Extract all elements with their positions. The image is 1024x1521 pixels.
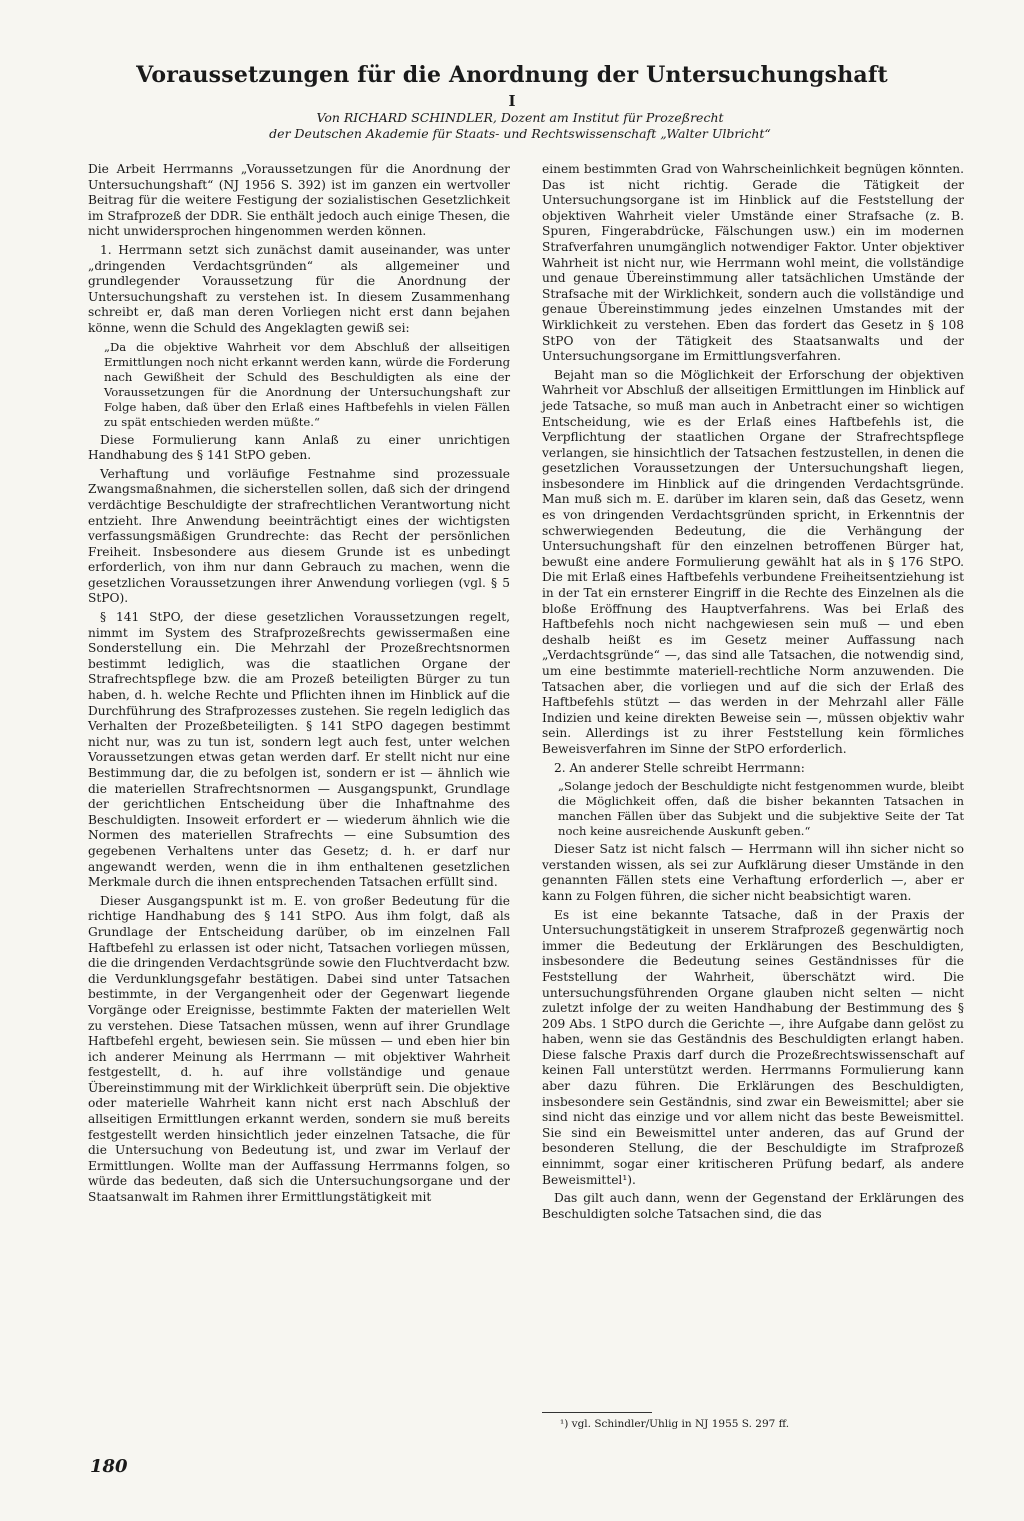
- paragraph: Verhaftung und vorläufige Festnahme sind prozessuale Zwangsmaßnahmen, die sicherstellen sollen, daß sich der dringend verdächtige Beschuldigte der strafrechtlichen Verantwortung nicht entzieht. Ihre Anwendung beeinträchtigt eines der wichtigsten verfassungsmäßigen Grundrechte: das Recht der persönlichen Freiheit. Insbesondere aus diesem Grunde ist es unbedingt erforderlich, von ihm nur dann Gebrauch zu machen, wenn die gesetzlichen Voraussetzungen ihrer Anwendung vorliegen (vgl. § 5 StPO).: [88, 466, 510, 606]
- right-column: [542, 162, 964, 1225]
- section-number: I: [508, 92, 516, 110]
- paragraph: Diese Formulierung kann Anlaß zu einer unrichtigen Handhabung des § 141 StPO geben.: [88, 432, 510, 463]
- byline-line-2: der Deutschen Akademie für Staats- und Rechtswissenschaft „Walter Ulbricht“: [269, 126, 771, 141]
- left-column: [88, 162, 510, 1209]
- paragraph: einem bestimmten Grad von Wahrscheinlichkeit begnügen könnten. Das ist nicht richtig. Gerade die Tätigkeit der Untersuchungsorgane ist im Hinblick auf die Feststellung der objektiven Wahrheit vieler Umstände einer Strafsache (z. B. Spuren, Fingerabdrücke, Fälschungen usw.) ein im modernen Strafverfahren unumgänglich notwendiger Faktor. Unter objektiver Wahrheit ist nicht nur, wie Herrmann wohl meint, die vollständige und genaue Übereinstimmung aller tatsächlichen Umstände der Strafsache mit der Wirklichkeit, sondern auch die vollständige und genaue Übereinstimmung jedes einzelnen Umstandes mit der Wirklichkeit zu verstehen. Eben das fordert das Gesetz in § 108 StPO von der Tätigkeit des Staatsanwalts und der Untersuchungsorgane im Ermittlungsverfahren.: [542, 162, 964, 364]
- paragraph: Dieser Satz ist nicht falsch — Herrmann will ihn sicher nicht so verstanden wissen, als sei zur Aufklärung dieser Umstände in den genannten Fällen stets eine Verhaftung erforderlich —, aber er kann zu Folgen führen, die sicher nicht beabsichtigt waren.: [542, 842, 964, 903]
- paragraph: § 141 StPO, der diese gesetzlichen Voraussetzungen regelt, nimmt im System des Strafprozeßrechts gewissermaßen eine Sonderstellung ein. Die Mehrzahl der Prozeßrechtsnormen bestimmt lediglich, was die staatlichen Organe der Strafrechtspflege bzw. die am Prozeß beteiligten Bürger zu tun haben, d. h. welche Rechte und Pflichten ihnen im Hinblick auf die Durchführung des Strafprozesses zustehen. Sie regeln lediglich das Verhalten der Prozeßbeteiligten. § 141 StPO dagegen bestimmt nicht nur, was zu tun ist, sondern legt auch fest, unter welchen Voraussetzungen etwas getan werden darf. Er stellt nicht nur eine Bestimmung dar, die zu befolgen ist, sondern er ist — ähnlich wie die materiellen Strafrechtsnormen — Ausgangspunkt, Grundlage der gerichtlichen Entscheidung über die Inhaftnahme des Beschuldigten. Insoweit erfordert er — wiederum ähnlich wie die Normen des materiellen Strafrechts — eine Subsumtion des gegebenen Verhaltens unter das Gesetz; d. h. er darf nur angewandt werden, wenn die in ihm enthaltenen gesetzlichen Merkmale durch die ihnen entsprechenden Tatsachen erfüllt sind.: [88, 610, 510, 890]
- paragraph: Es ist eine bekannte Tatsache, daß in der Praxis der Untersuchungstätigkeit in unserem Strafprozeß gegenwärtig noch immer die Bedeutung der Erklärungen des Beschuldigten, insbesondere die Bedeutung seines Geständnisses für die Feststellung der Wahrheit, überschätzt wird. Die untersuchungsführenden Organe glauben nicht selten — nicht zuletzt infolge der zu weiten Handhabung der Bestimmung des § 209 Abs. 1 StPO durch die Gerichte —, ihre Aufgabe dann gelöst zu haben, wenn sie das Geständnis des Beschuldigten erlangt haben. Diese falsche Praxis darf durch die Prozeßrechtswissenschaft auf keinen Fall unterstützt werden. Herrmanns Formulierung kann aber dazu führen. Die Erklärungen des Beschuldigten, insbesondere sein Geständnis, sind zwar ein Beweismittel; aber sie sind nicht das einzige und vor allem nicht das beste Beweismittel. Sie sind ein Beweismittel unter anderen, das auf Grund der besonderen Stellung, die der Beschuldigte im Strafprozeß einnimmt, sogar einer kritischeren Prüfung bedarf, als andere Beweismittel¹).: [542, 907, 964, 1187]
- block-quote: „Da die objektive Wahrheit vor dem Abschluß der allseitigen Ermittlungen noch nicht erkannt werden kann, würde die Forderung nach Gewißheit der Schuld des Beschuldigten als eine der Voraussetzungen für die Anordnung der Untersuchungshaft zur Folge haben, daß über den Erlaß eines Haftbefehls in vielen Fällen zu spät entschieden werden müßte.“: [104, 339, 510, 429]
- paragraph: Bejaht man so die Möglichkeit der Erforschung der objektiven Wahrheit vor Abschluß der allseitigen Ermittlungen im Hinblick auf jede Tatsache, so muß man auch in Anbetracht einer so wichtigen Entscheidung, wie es der Erlaß eines Haftbefehls ist, die Verpflichtung der staatlichen Organe der Strafrechtspflege verlangen, sie hinsichtlich der Tatsachen festzustellen, in denen die gesetzlichen Voraussetzungen der Untersuchungshaft liegen, insbesondere im Hinblick auf die dringenden Verdachtsgründe. Man muß sich m. E. darüber im klaren sein, daß das Gesetz, wenn es von dringenden Verdachtsgründen spricht, in Erkenntnis der schwerwiegenden Bedeutung, die die Verhängung der Untersuchungshaft für den einzelnen betroffenen Bürger hat, bewußt eine andere Formulierung gewählt hat als in § 176 StPO. Die mit Erlaß eines Haftbefehls verbundene Freiheitsentziehung ist in der Tat ein ernsterer Eingriff in die Rechte des Einzelnen als die bloße Eröffnung des Hauptverfahrens. Was bei Erlaß des Haftbefehls noch nicht nachgewiesen sein muß — und eben deshalb heißt es im Gesetz meiner Auffassung nach „Verdachtsgründe“ —, das sind alle Tatsachen, die notwendig sind, um eine bestimmte materiell-rechtliche Norm anzuwenden. Die Tatsachen aber, die vorliegen und auf die sich der Erlaß des Haftbefehls stützt — das werden in der Mehrzahl aller Fälle Indizien und keine direkten Beweise sein —, müssen objektiv wahr sein. Allerdings ist zu ihrer Feststellung kein förmliches Beweisverfahren im Sinne der StPO erforderlich.: [542, 367, 964, 756]
- block-quote: „Solange jedoch der Beschuldigte nicht festgenommen wurde, bleibt die Möglichkeit offen, daß die bisher bekannten Tatsachen in manchen Fällen über das Subjekt und die subjektive Seite der Tat noch keine ausreichende Auskunft geben.“: [558, 779, 964, 839]
- article-title: Voraussetzungen für die Anordnung der Untersuchungshaft: [136, 62, 888, 88]
- byline-line-1: Von RICHARD SCHINDLER, Dozent am Institut für Prozeßrecht: [316, 110, 724, 125]
- paragraph: Die Arbeit Herrmanns „Voraussetzungen für die Anordnung der Untersuchungshaft“ (NJ 1956 S. 392) ist im ganzen ein wertvoller Beitrag für die weitere Festigung der sozialistischen Gesetzlichkeit im Strafprozeß der DDR. Sie enthält jedoch auch einige Thesen, die nicht unwidersprochen hingenommen werden können.: [88, 162, 510, 239]
- paragraph: 1. Herrmann setzt sich zunächst damit auseinander, was unter „dringenden Verdachtsgründen“ als allgemeiner und grundlegender Voraussetzung für die Anordnung der Untersuchungshaft zu verstehen ist. In diesem Zusammenhang schreibt er, daß man deren Vorliegen nicht erst dann bejahen könne, wenn die Schuld des Angeklagten gewiß sei:: [88, 242, 510, 335]
- paragraph: Das gilt auch dann, wenn der Gegenstand der Erklärungen des Beschuldigten solche Tatsachen sind, die das: [542, 1191, 964, 1221]
- footnote: ¹) vgl. Schindler/Uhlig in NJ 1955 S. 297 ff.: [560, 1418, 790, 1430]
- byline: [200, 110, 840, 142]
- paragraph: Dieser Ausgangspunkt ist m. E. von großer Bedeutung für die richtige Handhabung des § 141 StPO. Aus ihm folgt, daß als Grundlage der Entscheidung darüber, ob im einzelnen Fall Haftbefehl zu erlassen ist oder nicht, Tatsachen vorliegen müssen, die die dringenden Verdachtsgründe sowie den Fluchtverdacht bzw. die Verdunklungsgefahr bestätigen. Dabei sind unter Tatsachen bestimmte, in der Vergangenheit oder der Gegenwart liegende Vorgänge oder Ereignisse, bestimmte Fakten der materiellen Welt zu verstehen. Diese Tatsachen müssen, wenn auf ihrer Grundlage Haftbefehl ergeht, bewiesen sein. Sie müssen — und eben hier bin ich anderer Meinung als Herrmann — mit objektiver Wahrheit festgestellt, d. h. auf ihre vollständige und genaue Übereinstimmung mit der Wirklichkeit überprüft sein. Die objektive oder materielle Wahrheit kann nicht erst nach Abschluß der allseitigen Ermittlungen erkannt werden, sondern sie muß bereits festgestellt werden hinsichtlich jeder einzelnen Tatsache, die für die Untersuchung von Bedeutung ist, und zwar im Verlauf der Ermittlungen. Wollte man der Auffassung Herrmanns folgen, so würde das bedeuten, daß sich die Untersuchungsorgane und der Staatsanwalt im Rahmen ihrer Ermittlungstätigkeit mit: [88, 893, 510, 1205]
- footnote-divider: [542, 1412, 652, 1413]
- paragraph: 2. An anderer Stelle schreibt Herrmann:: [554, 760, 805, 775]
- page-number: 180: [90, 1456, 128, 1477]
